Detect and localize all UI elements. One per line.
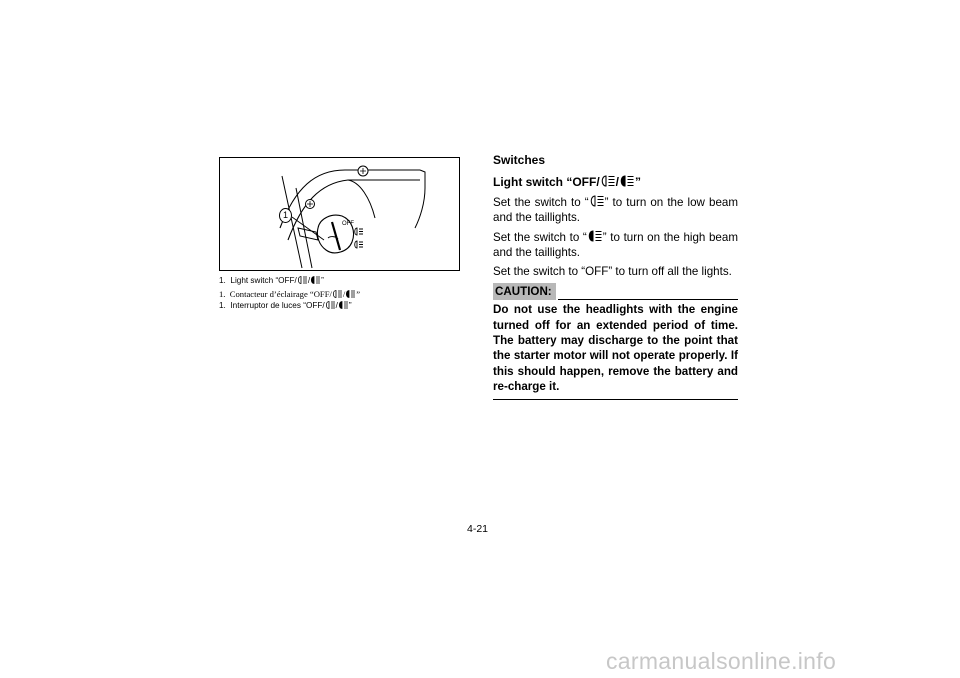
caution-header <box>493 283 738 300</box>
caution-end-rule <box>493 399 738 400</box>
high-beam-icon <box>345 290 356 298</box>
page-number: 4-21 <box>467 523 489 535</box>
section-subtitle: Light switch “OFF/ / ” <box>493 175 642 189</box>
caution-text: Do not use the headlights with the engine turned off for an extended period of time. The battery may discharge to the point that the starter motor will not operate properly. If this should happen, remove the battery and re-charge it. <box>493 303 738 393</box>
low-beam-icon <box>297 276 308 284</box>
watermark: carmanualsonline.info <box>606 648 837 674</box>
paragraph-low-beam: Set the switch to “ ” to turn on the low beam and the taillights. <box>493 196 738 225</box>
caption-spanish: 1. Interruptor de luces “OFF/ / ” <box>219 301 352 310</box>
caption-french: 1. Contacteur d’éclairage “OFF/ / ” <box>219 288 361 299</box>
caption-english: 1. Light switch “OFF/ / ” <box>219 276 324 285</box>
caution-label: CAUTION: <box>493 283 556 300</box>
high-beam-icon <box>310 276 321 284</box>
low-beam-icon <box>600 175 616 187</box>
low-beam-icon <box>325 301 336 309</box>
paragraph-off: Set the switch to “OFF” to turn off all the lights. <box>493 265 732 279</box>
low-beam-icon <box>589 195 605 207</box>
figure-illustration <box>219 157 460 271</box>
switch-off-label: OFF <box>342 221 354 227</box>
light-switch-illustration <box>220 158 461 272</box>
callout-number: 1 <box>279 208 292 223</box>
paragraph-high-beam: Set the switch to “ ” to turn on the high beam and the taillights. <box>493 230 738 259</box>
high-beam-icon <box>338 301 349 309</box>
low-beam-icon <box>332 290 343 298</box>
high-beam-icon <box>619 175 635 187</box>
switches-section <box>493 153 738 400</box>
section-title: Switches <box>493 153 546 167</box>
high-beam-icon <box>587 230 603 242</box>
figure-captions <box>219 275 469 313</box>
caution-rule <box>558 299 738 300</box>
